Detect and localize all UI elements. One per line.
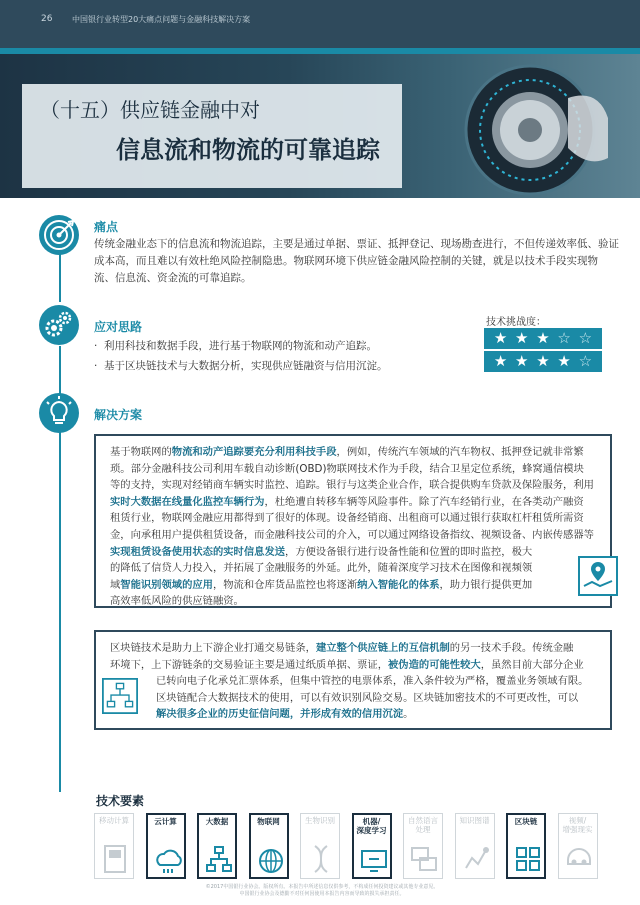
tech-tile-label: 自然语言 处理 xyxy=(408,816,438,834)
lightbulb-icon xyxy=(38,392,80,434)
highlight-text: 实现租赁设备使用状态的实时信息发送 xyxy=(110,545,286,558)
star-filled-icon: ★ xyxy=(493,329,508,347)
cloud-icon xyxy=(154,845,182,875)
pain-point-line: 成本高，而且难以有效杜绝风险控制隐患。物联网环境下供应链金融风险控制的关键，就是以技术手段实现物 xyxy=(94,255,598,267)
footnote-line: ©2017中国银行业协会。版权所有。本报告中所述信息仅供参考，不构成任何投资建议或其他专业意见。 xyxy=(205,884,439,890)
star-filled-icon: ★ xyxy=(536,329,550,347)
tech-elements-heading: 技术要素 xyxy=(96,794,145,808)
pain-point-text xyxy=(94,236,619,287)
rating-stars-1 xyxy=(484,328,602,349)
text-run: ，助力银行提供更加 xyxy=(439,578,533,591)
network-nodes-icon xyxy=(102,672,138,720)
tech-tile xyxy=(146,813,186,879)
connector-line xyxy=(59,432,61,792)
text-line: 租赁行业，物联网金融应用都得到了很好的体现。设备经销商、出租商可以通过银行获取杠杆租赁所需资 xyxy=(110,512,584,525)
tech-tile-label: 视频/ 增强现实 xyxy=(562,816,593,834)
text-line: 的降低了信贷人力投入，并拓展了金融服务的外延。此外，随着深度学习技术在图像和视频领 xyxy=(110,562,533,575)
tech-challenge-label: 技术挑战度： xyxy=(486,317,546,328)
hero-banner xyxy=(0,48,640,198)
star-empty-icon: ☆ xyxy=(557,329,571,347)
tech-tile-label: 大数据 xyxy=(205,817,229,826)
star-filled-icon: ★ xyxy=(493,352,508,370)
solution-box-blockchain xyxy=(94,630,612,730)
tech-tile-label: 机器/ 深度学习 xyxy=(356,817,387,835)
top-bar xyxy=(0,0,640,48)
tech-tile xyxy=(300,813,340,879)
connector-line xyxy=(59,252,61,302)
star-filled-icon: ★ xyxy=(536,352,550,370)
approach-bullet: · 利用科技和数据手段，进行基于物联网的物流和动产追踪。 xyxy=(94,340,378,352)
mobile-phone-icon xyxy=(101,844,129,874)
globe-icon xyxy=(257,845,285,875)
star-filled-icon: ★ xyxy=(515,352,529,370)
target-icon xyxy=(38,214,80,256)
text-line: 等的支持，实现对经销商车辆实时监控、追踪。银行与这类企业合作，联合提供购车贷款及保险服务，利用 xyxy=(110,479,594,492)
org-chart-icon xyxy=(205,845,233,875)
tech-tile-label: 云计算 xyxy=(154,817,177,826)
highlight-text: 被伪造的可能性较大 xyxy=(388,658,481,671)
text-run: 域 xyxy=(110,578,121,591)
star-empty-icon: ☆ xyxy=(578,329,593,347)
tech-tile xyxy=(197,813,237,879)
title-line-1: （十五）供应链金融中对 xyxy=(40,98,260,122)
solution-heading: 解决方案 xyxy=(94,408,143,422)
vr-headset-icon xyxy=(565,844,593,874)
text-run: 的另一技术手段。传统金融 xyxy=(449,642,574,654)
text-run: 区块链技术是助力上下游企业打通交易链条， xyxy=(110,642,316,654)
pain-point-heading: 痛点 xyxy=(94,220,119,234)
tech-tile xyxy=(403,813,443,879)
control-dial-icon xyxy=(450,58,610,198)
highlight-text: 解决很多企业的历史征信问题，并形成有效的信用沉淀 xyxy=(156,708,404,721)
text-run: 基于物联网的 xyxy=(110,446,172,458)
tech-tile xyxy=(455,813,495,879)
highlight-text: 纳入智能化的体系 xyxy=(357,578,440,591)
trend-graph-icon xyxy=(462,844,490,874)
map-pin-icon xyxy=(578,556,618,596)
text-run: ，杜绝遭自转移车辆等风险事件。除了汽车经销行业，在各类动产融资 xyxy=(264,495,584,508)
text-run: 环境下，上下游链条的交易验证主要是通过纸质单据、票证， xyxy=(110,658,389,671)
star-filled-icon: ★ xyxy=(515,329,529,347)
running-title: 中国银行业转型20大痛点问题与金融科技解决方案 xyxy=(72,15,251,24)
approach-bullet-text: 利用科技和数据手段，进行基于物联网的物流和动产追踪。 xyxy=(104,340,378,352)
highlight-text: 物流和动产追踪要充分利用科技手段 xyxy=(171,446,337,458)
tech-tile xyxy=(352,813,392,879)
pain-point-line: 流、信息流、资金流的可靠追踪。 xyxy=(94,272,252,284)
rating-stars-2 xyxy=(484,351,602,372)
tech-tile-label: 知识图谱 xyxy=(459,816,490,825)
highlight-text: 实时大数据在线量化监控车辆行为 xyxy=(110,495,265,508)
text-line: 已转向电子化承兑汇票体系，但集中管控的电票体系，准入条件较为严格，覆盖业务领域有限。 xyxy=(156,675,589,688)
text-run: ，虽然目前大部分企业 xyxy=(480,658,584,671)
chat-windows-icon xyxy=(410,844,438,874)
blocks-grid-icon xyxy=(514,845,542,875)
text-run: ，例如，传统汽车领域的汽车物权、抵押登记就非常繁 xyxy=(336,446,584,458)
approach-bullet-text: 基于区块链技术与大数据分析，实现供应链融资与信用沉淀。 xyxy=(104,360,388,372)
tech-tile xyxy=(506,813,546,879)
text-run: ，物流和仓库货品监控也将逐渐 xyxy=(212,578,358,591)
solution-box-iot xyxy=(94,434,612,608)
pain-point-line: 传统金融业态下的信息流和物流追踪，主要是通过单据、票证、抵押登记、现场勘查进行，不但传递效率低、验证 xyxy=(94,238,619,250)
text-line: 区块链配合大数据技术的使用，可以有效识别风险交易。区块链加密技术的不可更改性，可以 xyxy=(156,691,579,704)
tech-tile-label: 区块链 xyxy=(514,817,538,826)
highlight-text: 智能识别领域的应用 xyxy=(120,578,213,591)
text-line: 琐。部分金融科技公司利用车载自动诊断(OBD)物联网技术作为手段，结合卫星定位系统，蜂窝通信模块 xyxy=(110,462,584,475)
text-run: 。 xyxy=(403,708,414,721)
footnote-line: 中国银行业协会及德勤不对任何因使用本报告内容而导致的损失承担责任。 xyxy=(239,891,405,897)
gears-icon xyxy=(38,304,80,346)
tech-tile-label: 生物识别 xyxy=(305,816,335,825)
page-number: 26 xyxy=(41,14,53,24)
text-run: ，方便设备银行进行设备性能和位置的即时监控，极大 xyxy=(285,545,533,558)
approach-bullet: · 基于区块链技术与大数据分析，实现供应链融资与信用沉淀。 xyxy=(94,360,388,372)
tech-tile-label: 移动计算 xyxy=(99,816,129,825)
connector-line xyxy=(59,346,61,394)
text-line: 金，向承租用户提供租赁设备，而金融科技公司的介入，可以通过网络设备指纹、视频设备、内嵌传感器等 xyxy=(110,528,594,541)
highlight-text: 建立整个供应链上的互信机制 xyxy=(315,642,450,654)
tech-tile xyxy=(249,813,289,879)
approach-heading: 应对思路 xyxy=(94,320,143,334)
tech-tile xyxy=(558,813,598,879)
monitor-icon xyxy=(360,845,388,875)
text-line: 高效率低风险的供应链融资。 xyxy=(110,595,244,608)
title-line-2: 信息流和物流的可靠追踪 xyxy=(116,136,380,164)
hero-accent-strip xyxy=(0,48,640,54)
footnote xyxy=(102,884,542,898)
dna-icon xyxy=(307,844,335,874)
star-filled-icon: ★ xyxy=(557,352,571,370)
star-empty-icon: ☆ xyxy=(578,352,593,370)
tech-tile xyxy=(94,813,134,879)
tech-tile-label: 物联网 xyxy=(257,817,280,826)
